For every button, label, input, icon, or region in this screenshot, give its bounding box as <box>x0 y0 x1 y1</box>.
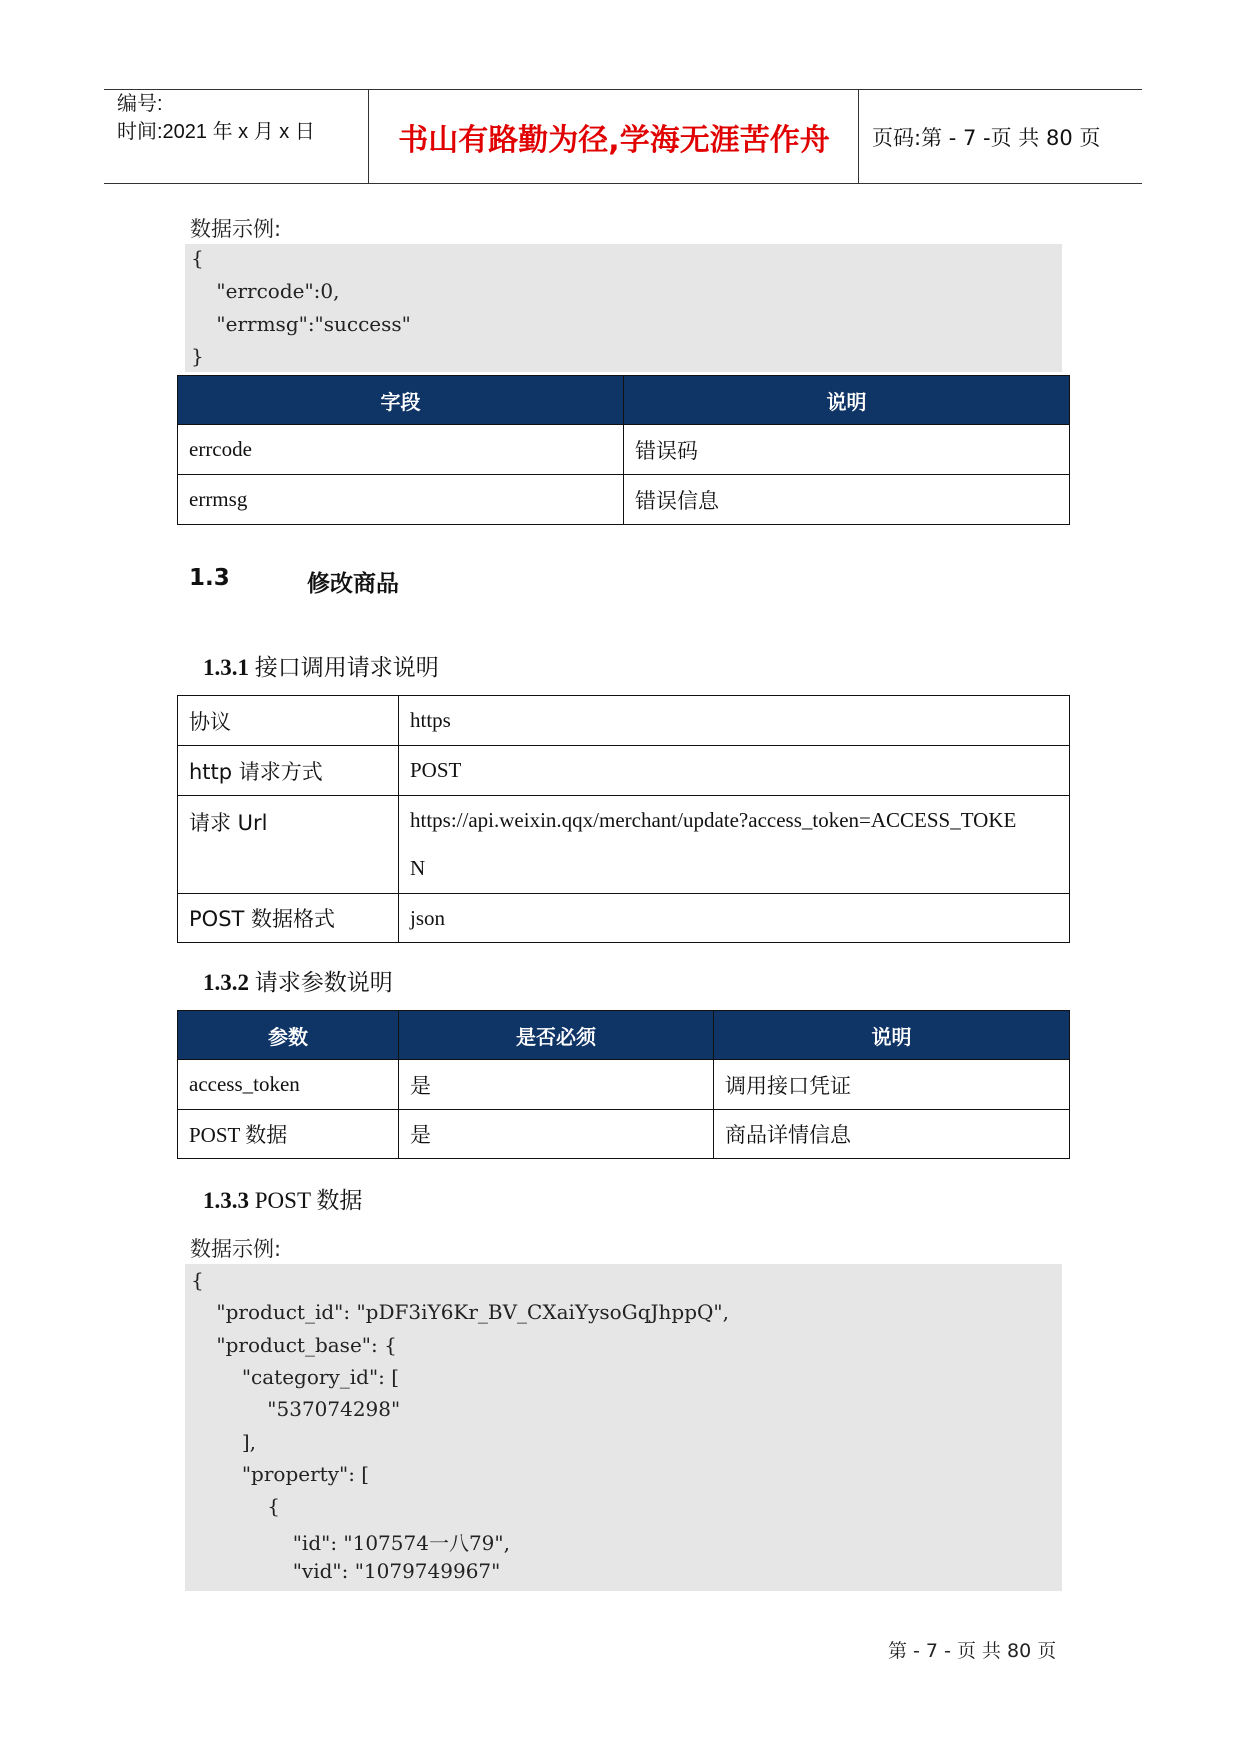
code-line: { <box>191 246 204 270</box>
table-cell: json <box>399 894 1070 943</box>
table-cell: 错误信息 <box>624 475 1070 525</box>
table-cell: POST 数据格式 <box>178 894 399 943</box>
table-header: 说明 <box>624 376 1070 425</box>
table-cell: 商品详情信息 <box>714 1110 1070 1159</box>
header-number: 编号: <box>117 93 163 115</box>
code-line: "537074298" <box>191 1397 401 1421</box>
code-line: ], <box>191 1430 257 1454</box>
table-row <box>178 1060 1070 1110</box>
code-line: "category_id": [ <box>191 1365 400 1389</box>
table-row <box>178 1110 1070 1159</box>
header-divider <box>368 90 369 184</box>
code-line: "product_id": "pDF3iY6Kr_BV_CXaiYysoGqJhppQ", <box>191 1300 729 1324</box>
code-line: "errcode":0, <box>191 279 340 303</box>
subsection-number: 1.3.2 <box>203 970 249 995</box>
table-row <box>178 894 1070 943</box>
table-cell <box>399 796 1070 894</box>
code-line: "errmsg":"success" <box>191 312 411 336</box>
table-cell: 是 <box>399 1060 714 1110</box>
header-time: 时间:2021 年 x 月 x 日 <box>117 121 315 143</box>
subsection-title: POST 数据 <box>254 1188 363 1213</box>
table-cell: 错误码 <box>624 425 1070 475</box>
example-label: 数据示例: <box>190 217 282 241</box>
table-cell: errmsg <box>178 475 624 525</box>
request-table <box>177 695 1070 943</box>
code-block <box>185 244 1062 372</box>
header-meta <box>117 90 315 146</box>
table-cell: 调用接口凭证 <box>714 1060 1070 1110</box>
table-cell: https <box>399 696 1070 746</box>
section-number: 1.3 <box>189 565 230 591</box>
example-label: 数据示例: <box>190 1237 282 1261</box>
header-divider <box>858 90 859 184</box>
table-header: 字段 <box>178 376 624 425</box>
subsection-heading <box>203 964 393 997</box>
table-cell: errcode <box>178 425 624 475</box>
table-header: 说明 <box>714 1011 1070 1060</box>
header-page-number: 页码:第 - 7 -页 共 80 页 <box>872 126 1101 150</box>
page-footer: 第 - 7 - 页 共 80 页 <box>888 1640 1057 1662</box>
table-cell: POST 数据 <box>178 1110 399 1159</box>
table-row <box>178 796 1070 894</box>
code-line: "property": [ <box>191 1462 370 1486</box>
subsection-heading <box>203 649 439 682</box>
table-row <box>178 425 1070 475</box>
table-header: 是否必须 <box>399 1011 714 1060</box>
code-line: "product_base": { <box>191 1333 397 1357</box>
table-cell: 协议 <box>178 696 399 746</box>
table-header: 参数 <box>178 1011 399 1060</box>
table-row <box>178 475 1070 525</box>
url-text-wrap: N <box>410 856 426 880</box>
subsection-title: 请求参数说明 <box>254 970 393 996</box>
table-cell: http 请求方式 <box>178 746 399 796</box>
url-text: https://api.weixin.qqx/merchant/update?access_token=ACCESS_TOKE <box>410 808 1017 832</box>
table-cell: 请求 Url <box>178 796 399 894</box>
subsection-number: 1.3.3 <box>203 1188 249 1213</box>
code-block <box>185 1264 1062 1591</box>
table-cell: access_token <box>178 1060 399 1110</box>
field-table <box>177 375 1070 525</box>
section-title: 修改商品 <box>307 571 399 597</box>
table-row <box>178 746 1070 796</box>
subsection-title: 接口调用请求说明 <box>254 655 439 681</box>
header-motto: 书山有路勤为径,学海无涯苦作舟 <box>398 123 830 158</box>
code-line: "vid": "1079749967" <box>191 1559 501 1583</box>
code-line: { <box>191 1494 281 1518</box>
code-line: { <box>191 1268 204 1292</box>
table-row <box>178 696 1070 746</box>
code-line: } <box>191 344 204 368</box>
subsection-number: 1.3.1 <box>203 655 249 680</box>
table-cell: 是 <box>399 1110 714 1159</box>
table-cell: POST <box>399 746 1070 796</box>
subsection-heading <box>203 1182 362 1215</box>
params-table <box>177 1010 1070 1159</box>
code-line: "id": "107574一八79", <box>191 1531 510 1555</box>
